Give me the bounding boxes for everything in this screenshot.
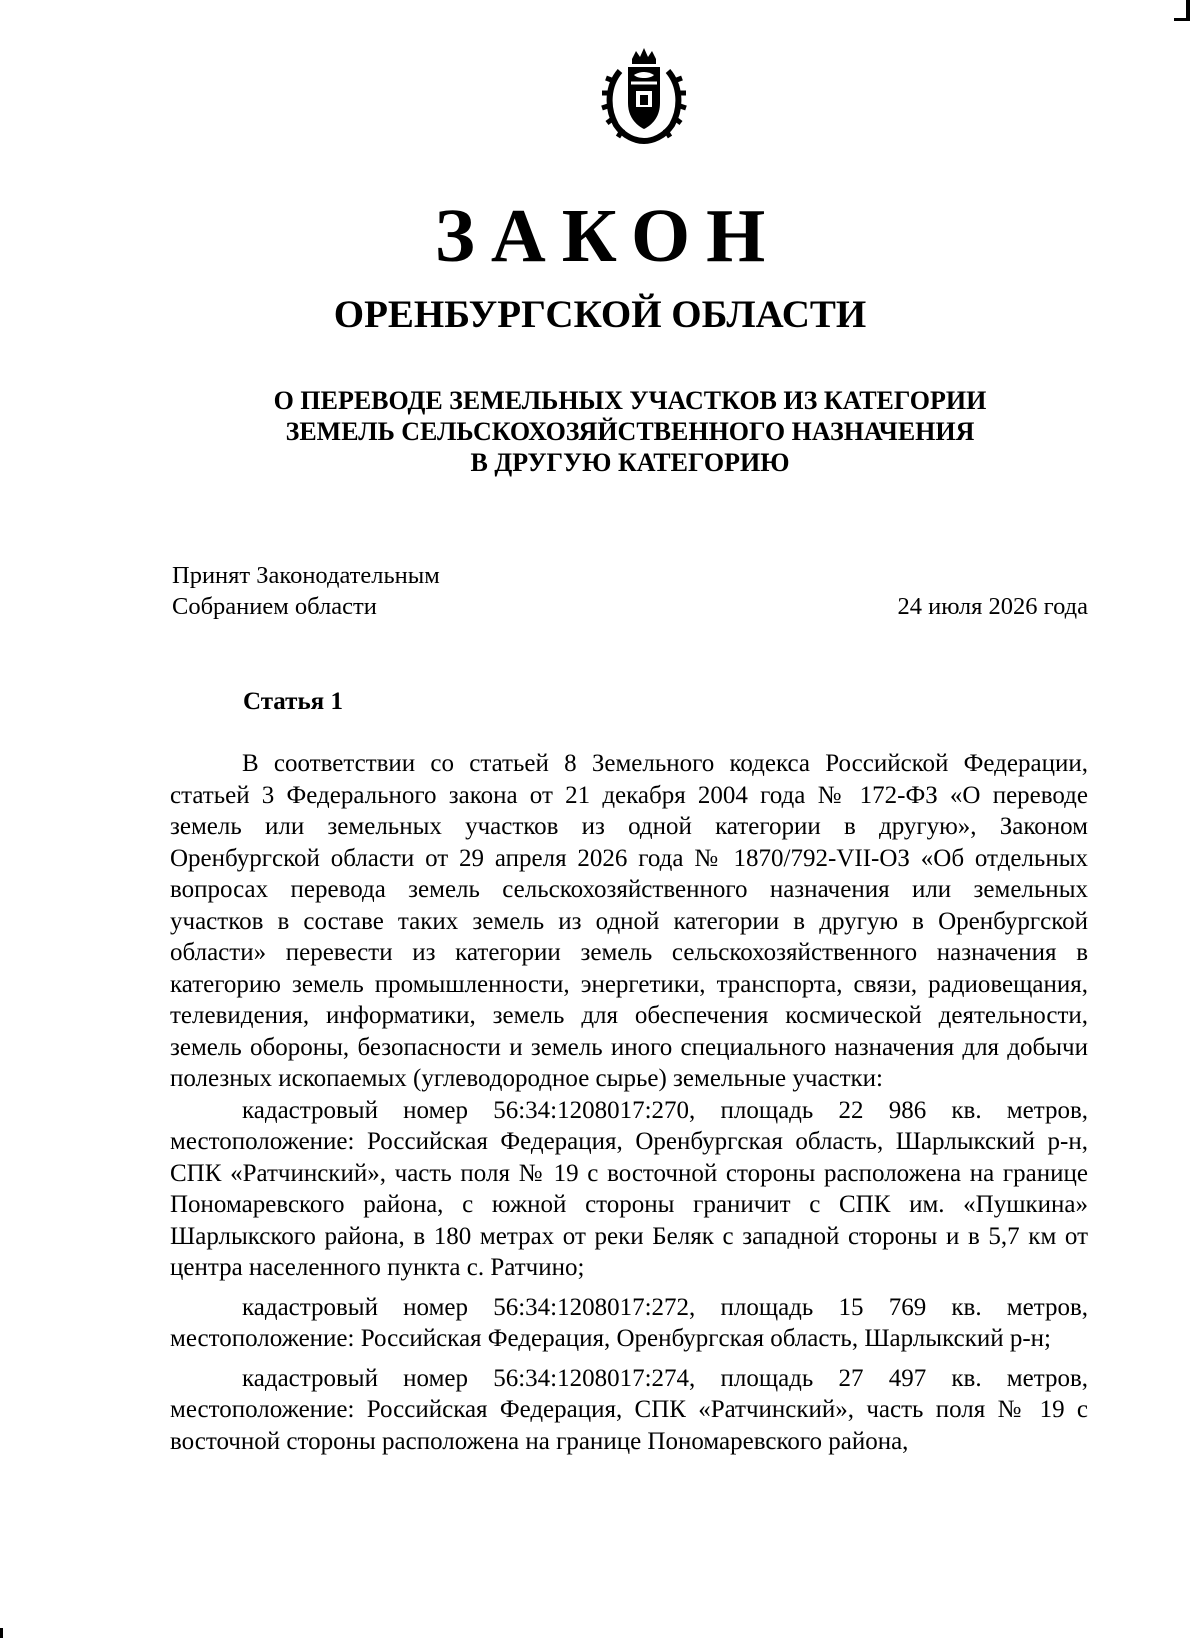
adoption-note [172,560,440,622]
article-paragraph: кадастровый номер 56:34:1208017:270, площадь 22 986 кв. метров, местоположение: Российская Федерация, Оренбургская область, Шарлыкский р-н, СПК «Ратчинский», часть поля № 19 с восточной стороны расположена на границе Пономаревского района, с южной стороны граничит с СПК им. «Пушкина» Шарлыкского района, в 180 метрах от реки Беляк с западной стороны и в 5,7 км от центра населенного пункта с. Ратчино; [170,1096,1088,1281]
article-title: Статья 1 [243,688,343,715]
law-heading-line: В ДРУГУЮ КАТЕГОРИЮ [470,448,790,477]
law-heading-line: ЗЕМЕЛЬ СЕЛЬСКОХОЗЯЙСТВЕННОГО НАЗНАЧЕНИЯ [285,417,975,446]
orenburg-coat-of-arms-icon [598,45,690,145]
adoption-line: Собранием области [172,593,377,620]
article-paragraph: В соответствии со статьей 8 Земельного кодекса Российской Федерации, статьей 3 Федерального закона от 21 декабря 2004 года № 172-ФЗ «О переводе земель или земельных участков из одной категории в другую», Законом Оренбургской области от 29 апреля 2026 года № 1870/792-VII-ОЗ «Об отдельных вопросах перевода земель сельскохозяйственного назначения или земельных участков в составе таких земель из одной категории в другую в Оренбургской области» перевести из категории земель сельскохозяйственного назначения в категорию земель промышленности, энергетики, транспорта, связи, радиовещания, телевидения, информатики, земель для обеспечения космической деятельности, земель обороны, безопасности и земель иного специального назначения для добычи полезных ископаемых (углеводородное сырье) земельные участки: [170,750,1088,1092]
adoption-line: Принят Законодательным [172,562,440,589]
document-subtitle: ОРЕНБУРГСКОЙ ОБЛАСТИ [333,293,867,336]
adoption-date: 24 июля 2026 года [897,593,1088,620]
article-paragraph: кадастровый номер 56:34:1208017:274, площадь 27 497 кв. метров, местоположение: Российская Федерация, СПК «Ратчинский», часть поля № 19 с восточной стороны расположена на границе Пономаревского района, [170,1364,1088,1455]
scan-speck [0,1628,3,1638]
law-heading-line: О ПЕРЕВОДЕ ЗЕМЕЛЬНЫХ УЧАСТКОВ ИЗ КАТЕГОРИИ [273,386,987,415]
law-heading [150,385,1110,478]
article-body [170,748,1088,1457]
scan-corner-mark [1174,0,1190,21]
article-paragraph: кадастровый номер 56:34:1208017:272, площадь 15 769 кв. метров, местоположение: Российская Федерация, Оренбургская область, Шарлыкский р-н; [170,1293,1088,1352]
document-title: ЗАКОН [434,194,782,278]
